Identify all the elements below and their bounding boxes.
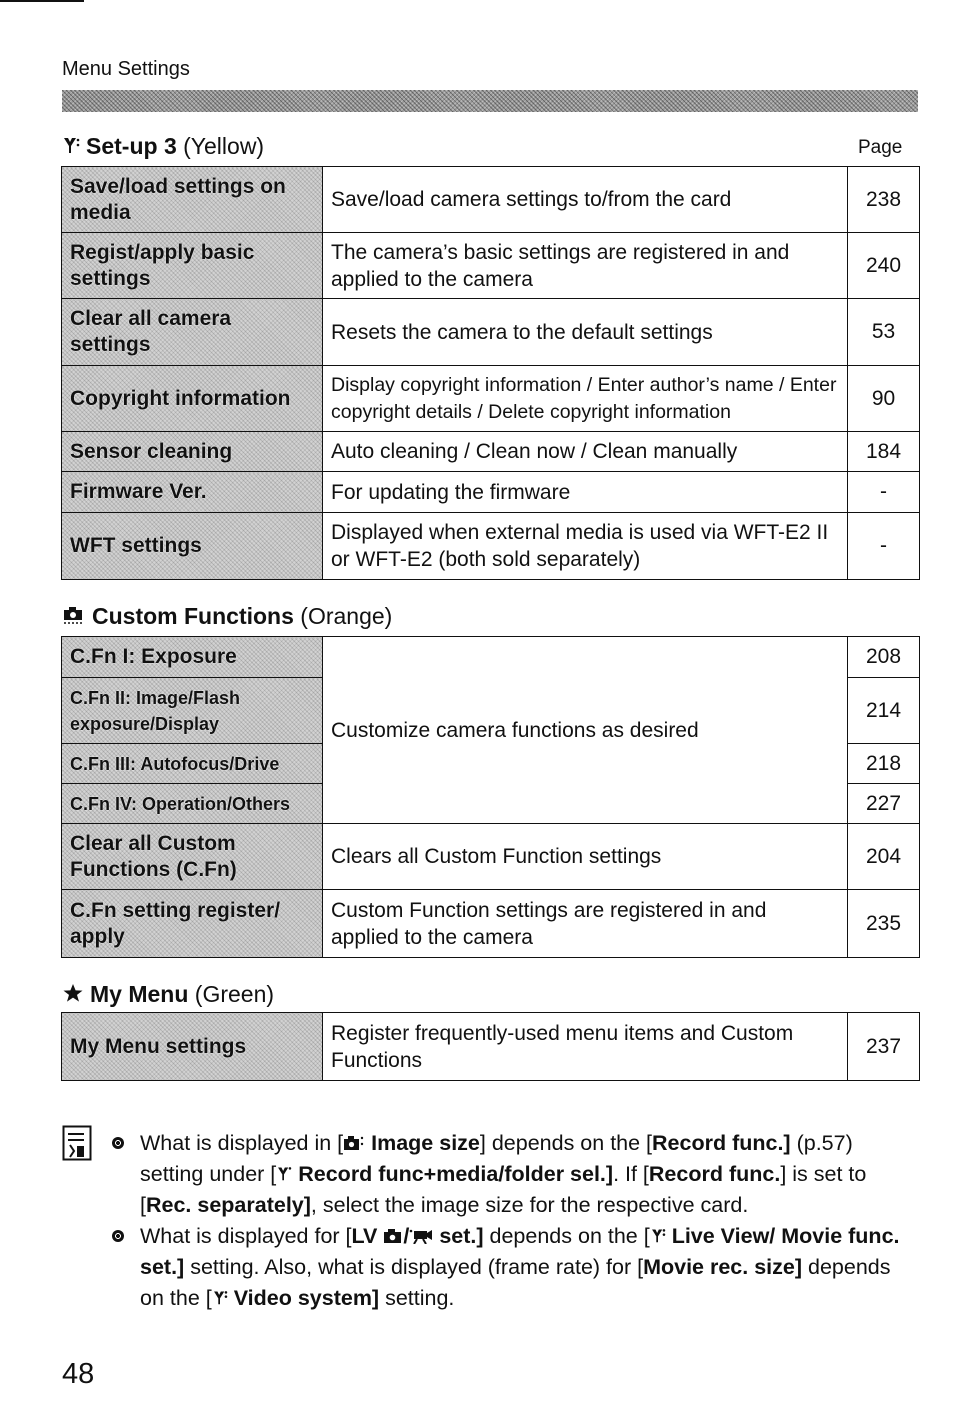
setup3-title: Set-up 3 bbox=[86, 133, 177, 159]
table-row bbox=[62, 432, 920, 472]
setup3-table bbox=[61, 166, 920, 580]
note-text: , select the image size for the respective card. bbox=[310, 1193, 749, 1217]
menu-item-name: Clear all Custom Functions (C.Fn) bbox=[62, 824, 323, 890]
memo-icon bbox=[62, 1125, 92, 1166]
note-text: ] is set to [ bbox=[140, 1162, 867, 1217]
menu-item-name: Firmware Ver. bbox=[62, 472, 323, 513]
note-text: What is displayed in [ bbox=[140, 1131, 344, 1155]
menu-item-page: 235 bbox=[848, 890, 920, 958]
camera-icon bbox=[383, 1228, 403, 1244]
menu-item-name: Save/load settings on media bbox=[62, 167, 323, 233]
note-text: . If [ bbox=[613, 1162, 649, 1186]
menu-item-desc: The camera’s basic settings are registered in and applied to the camera bbox=[323, 233, 848, 299]
note-text: setting. bbox=[379, 1286, 455, 1310]
menu-item-desc: Auto cleaning / Clean now / Clean manually bbox=[323, 432, 848, 472]
table-row bbox=[62, 513, 920, 580]
custom-color: (Orange) bbox=[300, 603, 393, 629]
running-title: Menu Settings bbox=[62, 58, 190, 80]
custom-title: Custom Functions bbox=[92, 603, 294, 629]
page-number: 48 bbox=[62, 1358, 95, 1390]
note-text: (p.57) setting under [ bbox=[140, 1131, 853, 1186]
table-row bbox=[62, 167, 920, 233]
note-text: depends on the [ bbox=[483, 1224, 650, 1248]
menu-item-desc: Clears all Custom Function settings bbox=[323, 824, 848, 890]
menu-item-name: C.Fn II: Image/Flash exposure/Display bbox=[62, 678, 323, 744]
menu-item-name: C.Fn IV: Operation/Others bbox=[62, 784, 323, 824]
note-item bbox=[112, 1128, 902, 1221]
menu-item-page: 184 bbox=[848, 432, 920, 472]
menu-item-page: 240 bbox=[848, 233, 920, 299]
wrench-icon bbox=[62, 134, 80, 161]
wrench-icon bbox=[212, 1289, 228, 1306]
menu-item-desc: Display copyright information / Enter author’s name / Enter copyright details / Delete copyright information bbox=[323, 366, 848, 432]
top-rule bbox=[0, 0, 84, 2]
movie-camera-icon bbox=[409, 1228, 433, 1244]
menu-item-name: Copyright information bbox=[62, 366, 323, 432]
header-band bbox=[62, 90, 918, 112]
note-text: Image size bbox=[365, 1131, 480, 1155]
table-row bbox=[62, 233, 920, 299]
menu-item-page: 214 bbox=[848, 678, 920, 744]
menu-item-page: 208 bbox=[848, 637, 920, 678]
menu-item-desc: Displayed when external media is used via WFT-E2 II or WFT-E2 (both sold separately) bbox=[323, 513, 848, 580]
table-row bbox=[62, 1013, 920, 1081]
camera-icon bbox=[62, 604, 86, 631]
menu-item-desc: Register frequently-used menu items and Custom Functions bbox=[323, 1013, 848, 1081]
table-row bbox=[62, 472, 920, 513]
camera-shoot-icon bbox=[343, 1135, 365, 1151]
menu-item-page: - bbox=[848, 472, 920, 513]
note-text: depends on the [ bbox=[140, 1255, 891, 1310]
note-text: Record func+media/folder sel.] bbox=[292, 1162, 614, 1186]
table-row bbox=[62, 637, 920, 678]
note-text: Movie rec. size] bbox=[643, 1255, 803, 1279]
note-text: What is displayed for [ bbox=[140, 1224, 352, 1248]
menu-item-name: WFT settings bbox=[62, 513, 323, 580]
menu-item-name: Regist/apply basic settings bbox=[62, 233, 323, 299]
note-text: set.] bbox=[433, 1224, 484, 1248]
menu-item-page: 237 bbox=[848, 1013, 920, 1081]
menu-item-page: 204 bbox=[848, 824, 920, 890]
mymenu-title: My Menu bbox=[90, 981, 189, 1007]
menu-item-desc: Save/load camera settings to/from the card bbox=[323, 167, 848, 233]
note-text: ] depends on the [ bbox=[479, 1131, 653, 1155]
table-row bbox=[62, 299, 920, 366]
custom-table bbox=[61, 636, 920, 958]
menu-item-page: 90 bbox=[848, 366, 920, 432]
menu-item-name: Sensor cleaning bbox=[62, 432, 323, 472]
note-text: setting. Also, what is displayed (frame rate) for [ bbox=[184, 1255, 644, 1279]
mymenu-color: (Green) bbox=[194, 981, 275, 1007]
menu-item-name: C.Fn I: Exposure bbox=[62, 637, 323, 678]
menu-item-desc: Customize camera functions as desired bbox=[323, 637, 848, 824]
note-item bbox=[112, 1221, 902, 1314]
custom-heading bbox=[62, 603, 392, 631]
menu-item-page: - bbox=[848, 513, 920, 580]
notes bbox=[112, 1128, 902, 1314]
note-text: Live View/ Movie func. set.] bbox=[140, 1224, 900, 1279]
note-text: LV bbox=[351, 1224, 384, 1248]
note-text: / bbox=[403, 1224, 410, 1248]
wrench-icon bbox=[650, 1227, 666, 1244]
menu-item-name: C.Fn setting register/ apply bbox=[62, 890, 323, 958]
menu-item-page: 238 bbox=[848, 167, 920, 233]
menu-item-page: 218 bbox=[848, 744, 920, 784]
setup3-heading bbox=[62, 133, 264, 161]
setup3-color: (Yellow) bbox=[183, 133, 265, 159]
wrench-icon bbox=[276, 1165, 292, 1182]
bullet-icon bbox=[112, 1137, 124, 1149]
menu-item-page: 53 bbox=[848, 299, 920, 366]
page-column-label: Page bbox=[858, 137, 903, 158]
menu-item-name: My Menu settings bbox=[62, 1013, 323, 1081]
mymenu-heading bbox=[62, 981, 274, 1009]
menu-item-page: 227 bbox=[848, 784, 920, 824]
menu-item-desc: Resets the camera to the default settings bbox=[323, 299, 848, 366]
table-row bbox=[62, 366, 920, 432]
table-row bbox=[62, 890, 920, 958]
menu-item-desc: Custom Function settings are registered in and applied to the camera bbox=[323, 890, 848, 958]
menu-item-name: C.Fn III: Autofocus/Drive bbox=[62, 744, 323, 784]
note-text: Record func.] bbox=[652, 1131, 791, 1155]
table-row bbox=[62, 824, 920, 890]
note-text: Video system] bbox=[227, 1286, 380, 1310]
menu-item-name: Clear all camera settings bbox=[62, 299, 323, 366]
mymenu-table bbox=[61, 1012, 920, 1081]
note-text: Record func. bbox=[648, 1162, 781, 1186]
star-icon bbox=[62, 982, 84, 1009]
menu-item-desc: For updating the firmware bbox=[323, 472, 848, 513]
note-text: Rec. separately] bbox=[145, 1193, 311, 1217]
bullet-icon bbox=[112, 1230, 124, 1242]
